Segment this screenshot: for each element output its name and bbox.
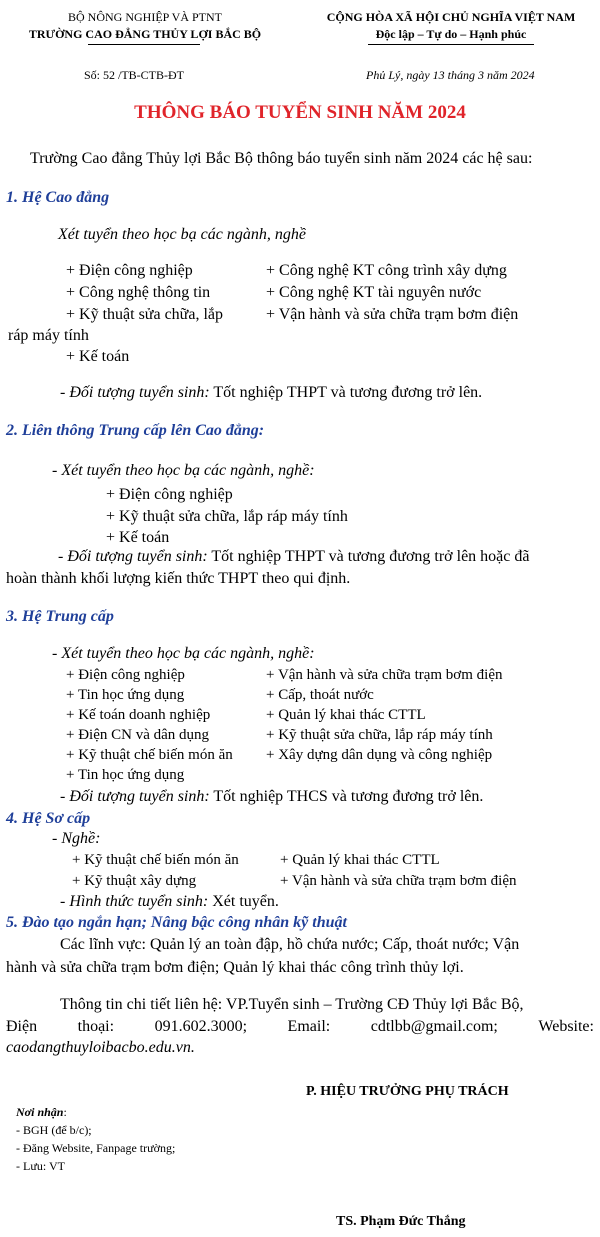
country-name: CỘNG HÒA XÃ HỘI CHỦ NGHĨA VIỆT NAM: [326, 10, 576, 24]
intro-text: Trường Cao đẳng Thủy lợi Bắc Bộ thông báo tuyển sinh năm 2024 các hệ sau:: [30, 150, 533, 167]
section4-item: + Kỹ thuật xây dựng: [72, 873, 197, 889]
recipients-heading: [16, 1105, 67, 1120]
phone-label-2: thoại:: [77, 1018, 115, 1035]
section3-item: + Vận hành và sửa chữa trạm bơm điện: [266, 667, 503, 683]
recipient-item: - BGH (để b/c);: [16, 1123, 92, 1137]
website-url: caodangthuyloibacbo.edu.vn.: [6, 1039, 195, 1056]
section4-heading: 4. Hệ Sơ cấp: [6, 810, 91, 827]
section1-item: + Vận hành và sửa chữa trạm bơm điện: [266, 306, 519, 323]
recipients-label: Nơi nhận: [16, 1105, 64, 1119]
email-label: Email:: [287, 1018, 331, 1035]
section2-target-line1: [58, 548, 529, 566]
motto-underline: [368, 44, 534, 45]
section3-item: + Kế toán doanh nghiệp: [66, 707, 211, 723]
section3-item: + Cấp, thoát nước: [266, 687, 374, 703]
section3-item: + Kỹ thuật sửa chữa, lắp ráp máy tính: [266, 727, 493, 743]
section3-target: [60, 788, 483, 806]
section2-target-label: - Đối tượng tuyển sinh:: [58, 548, 208, 565]
section1-item: + Công nghệ thông tin: [66, 284, 211, 301]
school-underline: [88, 44, 200, 45]
section1-item: + Công nghệ KT tài nguyên nước: [266, 284, 482, 301]
contact-line1: Thông tin chi tiết liên hệ: VP.Tuyển sinh – Trường CĐ Thủy lợi Bắc Bộ,: [60, 996, 524, 1013]
section1-method: Xét tuyển theo học bạ các ngành, nghề: [58, 226, 306, 243]
document-title: THÔNG BÁO TUYỂN SINH NĂM 2024: [134, 102, 466, 123]
signature-role: P. HIỆU TRƯỞNG PHỤ TRÁCH: [306, 1084, 509, 1099]
place-date: Phủ Lý, ngày 13 tháng 3 năm 2024: [366, 68, 535, 82]
section1-item-cont: ráp máy tính: [8, 327, 89, 344]
section4-form: [60, 893, 279, 911]
section2-target-text: Tốt nghiệp THPT và tương đương trở lên hoặc đã: [207, 548, 530, 565]
website-label: Website:: [538, 1018, 594, 1035]
section3-target-text: Tốt nghiệp THCS và tương đương trở lên.: [209, 788, 484, 805]
section2-item: + Điện công nghiệp: [106, 486, 233, 503]
section3-item: + Tin học ứng dụng: [66, 687, 185, 703]
email-address: cdtlbb@gmail.com;: [370, 1018, 498, 1035]
section4-item: + Vận hành và sửa chữa trạm bơm điện: [280, 873, 517, 889]
section4-form-text: Xét tuyển.: [208, 893, 279, 910]
contact-line2: [6, 1018, 594, 1036]
section3-method: - Xét tuyển theo học bạ các ngành, nghề:: [52, 645, 315, 662]
section4-form-label: - Hình thức tuyển sinh:: [60, 893, 209, 910]
section4-method: - Nghề:: [52, 830, 101, 847]
section3-heading: 3. Hệ Trung cấp: [6, 608, 114, 625]
section3-item: + Tin học ứng dụng: [66, 767, 185, 783]
section5-line1: Các lĩnh vực: Quản lý an toàn đập, hồ chứa nước; Cấp, thoát nước; Vận: [60, 936, 520, 953]
section1-item: + Điện công nghiệp: [66, 262, 193, 279]
phone-label: Điện: [6, 1018, 38, 1035]
section1-item: + Kỹ thuật sửa chữa, lắp: [66, 306, 223, 323]
motto: Độc lập – Tự do – Hạnh phúc: [375, 27, 527, 41]
section1-item: + Kế toán: [66, 348, 130, 365]
recipient-item: - Đăng Website, Fanpage trường;: [16, 1141, 176, 1155]
section3-item: + Điện CN và dân dụng: [66, 727, 210, 743]
school-name: TRƯỜNG CAO ĐẲNG THỦY LỢI BẮC BỘ: [28, 27, 262, 41]
recipients-colon: :: [63, 1105, 67, 1119]
section1-item: + Công nghệ KT công trình xây dựng: [266, 262, 507, 279]
section1-target-label: - Đối tượng tuyển sinh:: [60, 384, 210, 401]
section1-heading: 1. Hệ Cao đẳng: [6, 189, 110, 206]
phone-number: 091.602.3000;: [154, 1018, 248, 1035]
section5-line2: hành và sửa chữa trạm bơm điện; Quản lý khai thác công trình thủy lợi.: [6, 959, 464, 976]
section2-item: + Kế toán: [106, 529, 170, 546]
signature-name: TS. Phạm Đức Thắng: [336, 1214, 466, 1229]
section3-target-label: - Đối tượng tuyển sinh:: [60, 788, 210, 805]
section4-item: + Kỹ thuật chế biến món ăn: [72, 852, 239, 868]
section1-target: [60, 384, 482, 402]
section3-item: + Quản lý khai thác CTTL: [266, 707, 426, 723]
section2-item: + Kỹ thuật sửa chữa, lắp ráp máy tính: [106, 508, 348, 525]
section2-heading: 2. Liên thông Trung cấp lên Cao đẳng:: [6, 422, 265, 439]
section5-heading: 5. Đào tạo ngắn hạn; Nâng bậc công nhân kỹ thuật: [6, 914, 347, 931]
ministry-name: BỘ NÔNG NGHIỆP VÀ PTNT: [67, 10, 222, 24]
section3-item: + Kỹ thuật chế biến món ăn: [66, 747, 233, 763]
section1-target-text: Tốt nghiệp THPT và tương đương trở lên.: [209, 384, 483, 401]
section3-item: + Điện công nghiệp: [66, 667, 185, 683]
recipient-item: - Lưu: VT: [16, 1159, 65, 1173]
section3-item: + Xây dựng dân dụng và công nghiệp: [266, 747, 493, 763]
section4-item: + Quản lý khai thác CTTL: [280, 852, 440, 868]
section2-target-line2: hoàn thành khối lượng kiến thức THPT theo qui định.: [6, 570, 351, 587]
section2-method: - Xét tuyển theo học bạ các ngành, nghề:: [52, 462, 315, 479]
document-number: Số: 52 /TB-CTB-ĐT: [84, 68, 185, 82]
